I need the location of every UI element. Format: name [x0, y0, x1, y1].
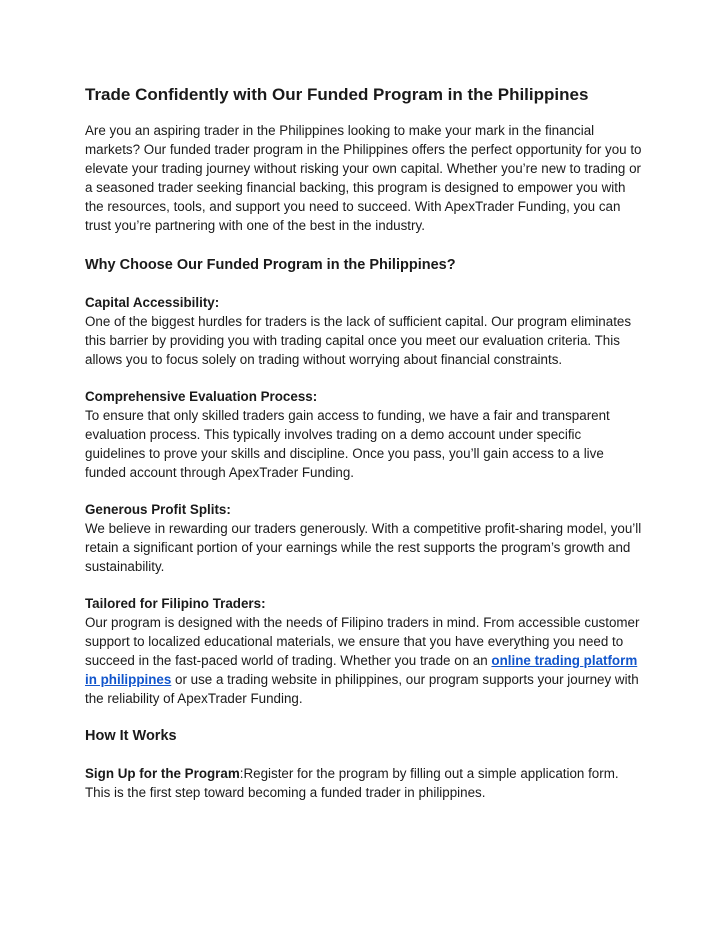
- page-title: Trade Confidently with Our Funded Program in the Philippines: [85, 85, 589, 104]
- section-body: One of the biggest hurdles for traders is the lack of sufficient capital. Our program eliminates this barrier by providing you with trading capital once you meet our evaluation criteria. This allows you to focus solely on trading without worrying about financial constraints.: [85, 314, 632, 367]
- section-title: Comprehensive Evaluation Process:: [85, 389, 318, 404]
- step-sign-up: [85, 764, 645, 802]
- how-it-works-heading: How It Works: [85, 728, 177, 744]
- section-title: Tailored for Filipino Traders:: [85, 596, 266, 611]
- section-profit-splits: [85, 500, 645, 576]
- section-body-after-link: or use a trading website in philippines, our program supports your journey with the reliability of ApexTrader Funding.: [85, 672, 639, 706]
- why-choose-heading: Why Choose Our Funded Program in the Philippines?: [85, 257, 456, 273]
- step-title: Sign Up for the Program: [85, 766, 240, 781]
- section-filipino-traders: [85, 594, 645, 708]
- section-title: Capital Accessibility:: [85, 295, 220, 310]
- section-capital-accessibility: [85, 293, 645, 369]
- online-trading-platform-link[interactable]: online trading platform in philippines: [85, 653, 638, 687]
- document-page: [85, 84, 645, 820]
- intro-paragraph: Are you an aspiring trader in the Philippines looking to make your mark in the financial markets? Our funded trader program in the Philippines offers the perfect opportunity for you to elevate your trading journey without risking your own capital. Whether you’re new to trading or a seasoned trader seeking financial backing, this program is designed to empower you with the resources, tools, and support you need to succeed. With ApexTrader Funding, you can trust you’re partnering with one of the best in the industry.: [85, 123, 642, 233]
- section-evaluation-process: [85, 387, 645, 482]
- step-body: :Register for the program by filling out a simple application form. This is the first step toward becoming a funded trader in philippines.: [85, 766, 619, 800]
- section-title: Generous Profit Splits:: [85, 502, 231, 517]
- section-body-before-link: Our program is designed with the needs of Filipino traders in mind. From accessible customer support to localized educational materials, we ensure that you have everything you need to succeed in the fast-paced world of trading. Whether you trade on an: [85, 615, 640, 668]
- section-body: To ensure that only skilled traders gain access to funding, we have a fair and transparent evaluation process. This typically involves trading on a demo account under specific guidelines to prove your skills and discipline. Once you pass, you’ll gain access to a live funded account through ApexTrader Funding.: [85, 408, 610, 480]
- section-body: We believe in rewarding our traders generously. With a competitive profit-sharing model, you’ll retain a significant portion of your earnings while the rest supports the program’s growth and sustainability.: [85, 521, 642, 574]
